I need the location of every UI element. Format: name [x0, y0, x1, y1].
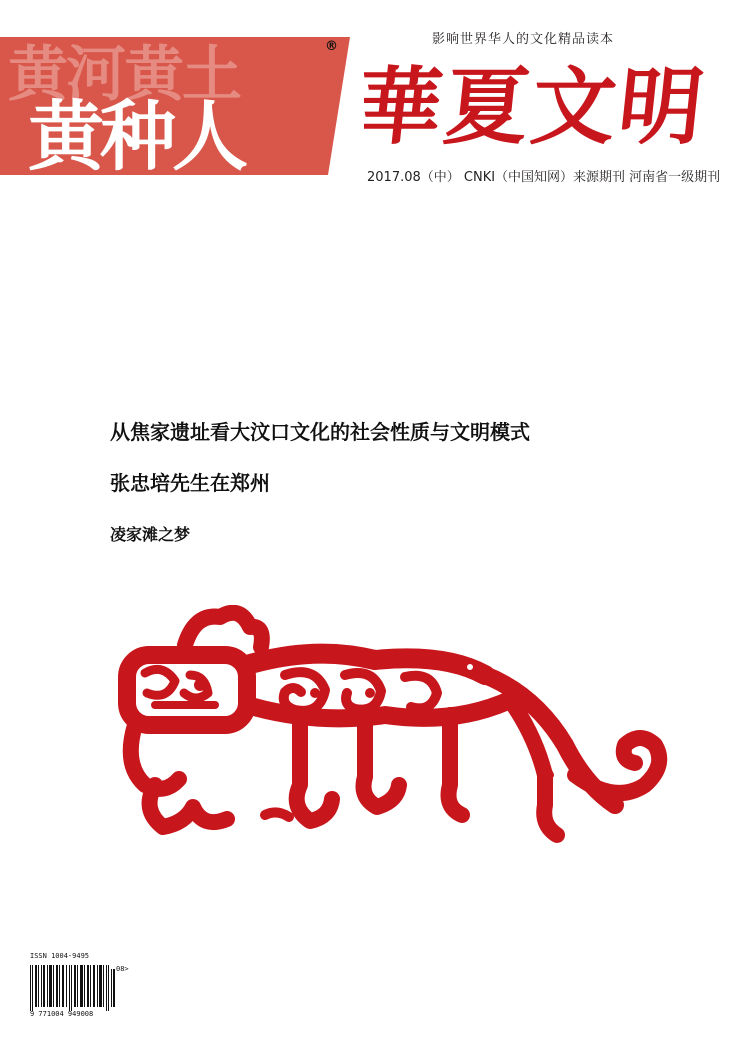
barcode-bars — [30, 965, 116, 1011]
registered-mark: ® — [325, 39, 338, 54]
logo-back-text: 黄河黄土 — [8, 40, 240, 110]
barcode-addon: 08> — [116, 965, 129, 973]
logo-background — [0, 37, 362, 175]
headline-3: 凌家滩之梦 — [110, 525, 191, 544]
headline-2: 张忠培先生在郑州 — [110, 471, 270, 495]
headline-1: 从焦家遗址看大汶口文化的社会性质与文明模式 — [110, 420, 530, 444]
tagline: 影响世界华人的文化精品读本 — [432, 32, 615, 47]
masthead-title — [364, 48, 714, 153]
issn-number: ISSN 1004-9495 — [30, 952, 90, 960]
barcode — [30, 952, 130, 1022]
paper-cut-tiger-icon — [115, 605, 675, 865]
brand-logo — [0, 37, 362, 175]
masthead-title-text: 華夏文明 — [364, 57, 711, 153]
logo-front-text: 黄种人 — [28, 92, 244, 175]
barcode-digits: 9 771004 949008 — [30, 1010, 94, 1018]
issue-info: 2017.08（中） CNKI（中国知网）来源期刊 河南省一级期刊 — [367, 170, 721, 185]
